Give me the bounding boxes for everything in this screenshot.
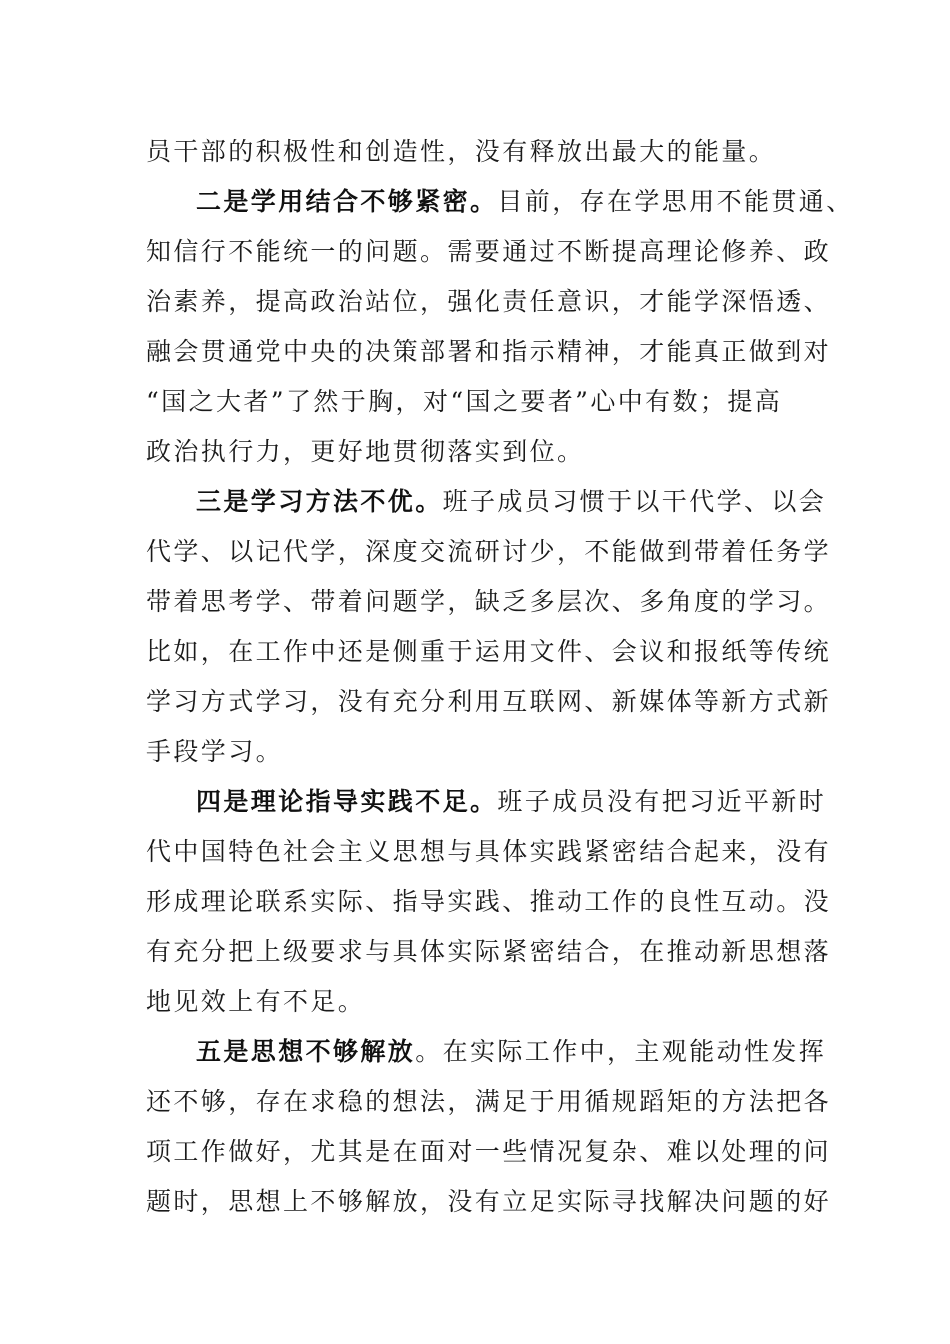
text-line xyxy=(146,886,831,918)
line-text: 政治执行力，更好地贯彻落实到位。 xyxy=(146,437,585,466)
line-text: 治素养，提高政治站位，强化责任意识，才能学深悟透、 xyxy=(146,287,832,316)
text-line xyxy=(146,986,365,1018)
line-text: 题时，思想上不够解放，没有立足实际寻找解决问题的好 xyxy=(146,1187,832,1216)
section-heading: 五是思想不够解放 xyxy=(196,1037,416,1066)
paragraph-start-line xyxy=(196,786,826,818)
text-line xyxy=(146,736,283,768)
line-text: 班子成员习惯于以干代学、以会 xyxy=(442,487,827,516)
section-heading: 三是学习方法不优。 xyxy=(196,487,443,516)
line-text: 地见效上有不足。 xyxy=(146,987,366,1016)
line-text: 项工作做好，尤其是在面对一些情况复杂、难以处理的问 xyxy=(146,1137,832,1166)
line-text: 融会贯通党中央的决策部署和指示精神，才能真正做到对 xyxy=(146,337,832,366)
text-line xyxy=(146,286,831,318)
text-line xyxy=(146,436,584,468)
line-text: 代中国特色社会主义思想与具体实践紧密结合起来，没有 xyxy=(146,837,832,866)
text-line xyxy=(146,1086,831,1118)
text-line xyxy=(146,1186,831,1218)
paragraph-start-line xyxy=(196,1036,826,1068)
line-text: 带着思考学、带着问题学，缺乏多层次、多角度的学习。 xyxy=(146,587,832,616)
line-text: 目前，存在学思用不能贯通、 xyxy=(497,187,854,216)
section-heading: 二是学用结合不够紧密。 xyxy=(196,187,498,216)
paragraph-start-line xyxy=(196,486,826,518)
paragraph-start-line xyxy=(196,186,854,218)
line-text: 手段学习。 xyxy=(146,737,284,766)
text-line xyxy=(146,386,782,418)
line-text: 学习方式学习，没有充分利用互联网、新媒体等新方式新 xyxy=(146,687,832,716)
text-line xyxy=(146,536,831,568)
line-text: 代学、以记代学，深度交流研讨少，不能做到带着任务学 xyxy=(146,537,832,566)
line-text: 班子成员没有把习近平新时 xyxy=(497,787,827,816)
line-text: “国之大者”了然于胸，对“国之要者”心中有数；提高 xyxy=(146,387,783,416)
line-text: 员干部的积极性和创造性，没有释放出最大的能量。 xyxy=(146,137,777,166)
section-heading: 四是理论指导实践不足。 xyxy=(196,787,498,816)
text-line xyxy=(146,936,831,968)
text-line xyxy=(146,836,831,868)
text-line xyxy=(146,336,831,368)
line-text: 比如，在工作中还是侧重于运用文件、会议和报纸等传统 xyxy=(146,637,832,666)
text-line xyxy=(146,586,831,618)
text-line xyxy=(146,686,831,718)
text-line xyxy=(146,136,776,168)
line-text: 知信行不能统一的问题。需要通过不断提高理论修养、政 xyxy=(146,237,832,266)
line-text: 。在实际工作中，主观能动性发挥 xyxy=(415,1037,827,1066)
text-line xyxy=(146,236,831,268)
line-text: 形成理论联系实际、指导实践、推动工作的良性互动。没 xyxy=(146,887,832,916)
line-text: 有充分把上级要求与具体实际紧密结合，在推动新思想落 xyxy=(146,937,832,966)
text-line xyxy=(146,1136,831,1168)
text-line xyxy=(146,636,831,668)
line-text: 还不够，存在求稳的想法，满足于用循规蹈矩的方法把各 xyxy=(146,1087,832,1116)
